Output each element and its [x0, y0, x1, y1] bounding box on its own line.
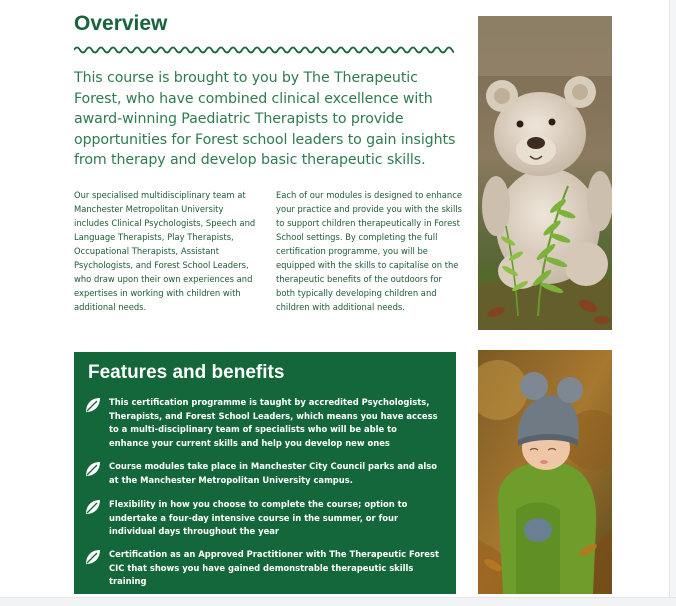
leaf-icon	[84, 548, 102, 566]
feature-text: Certification as an Approved Practitioner with The Therapeutic Forest CIC that shows you have gained demonstrable therapeutic skills training	[109, 549, 439, 586]
leaf-icon	[84, 460, 102, 478]
page-edge-bottom	[0, 597, 676, 606]
teddy-bear-photo	[478, 16, 612, 330]
features-panel	[74, 352, 456, 594]
feature-text: Flexibility in how you choose to complete the course; option to undertake a four-day intensive course in the summer, or four individual days throughout the year	[109, 499, 408, 536]
overview-lead-paragraph: This course is brought to you by The Therapeutic Forest, who have combined clinical excellence with award-winning Paediatric Therapists to provide opportunities for Forest school leaders to gain insights from therapy and develop basic therapeutic skills.	[74, 70, 456, 168]
overview-column-left: Our specialised multidisciplinary team at Manchester Metropolitan University includes Clinical Psychologists, Speech and Language Therapists, Play Therapists, Occupational Therapists, Assistant Psychologists, and Forest School Leaders, who draw upon their own experiences and expertises in working with children with additional needs.	[74, 190, 256, 312]
overview-column-right: Each of our modules is designed to enhance your practice and provide you with the skills to support children therapeutically in Forest School settings. By completing the full certification programme, you will be equipped with the skills to capitalise on the therapeutic benefits of the outdoors for both typically developing children and children with additional needs.	[276, 190, 462, 312]
features-title: Features and benefits	[88, 362, 285, 383]
wavy-divider	[74, 45, 454, 55]
feature-text: This certification programme is taught by accredited Psychologists, Therapists, and Forest School Leaders, which means you have access to a multi-disciplinary team of specialists who will be able to enhance your current skills and help you develop new ones	[109, 397, 438, 448]
page-edge-right	[669, 0, 676, 606]
leaf-icon	[84, 396, 102, 414]
overview-title: Overview	[74, 12, 168, 35]
leaf-icon	[84, 498, 102, 516]
feature-text: Course modules take place in Manchester City Council parks and also at the Manchester Metropolitan University campus.	[109, 461, 438, 485]
child-in-forest-photo	[478, 350, 612, 594]
